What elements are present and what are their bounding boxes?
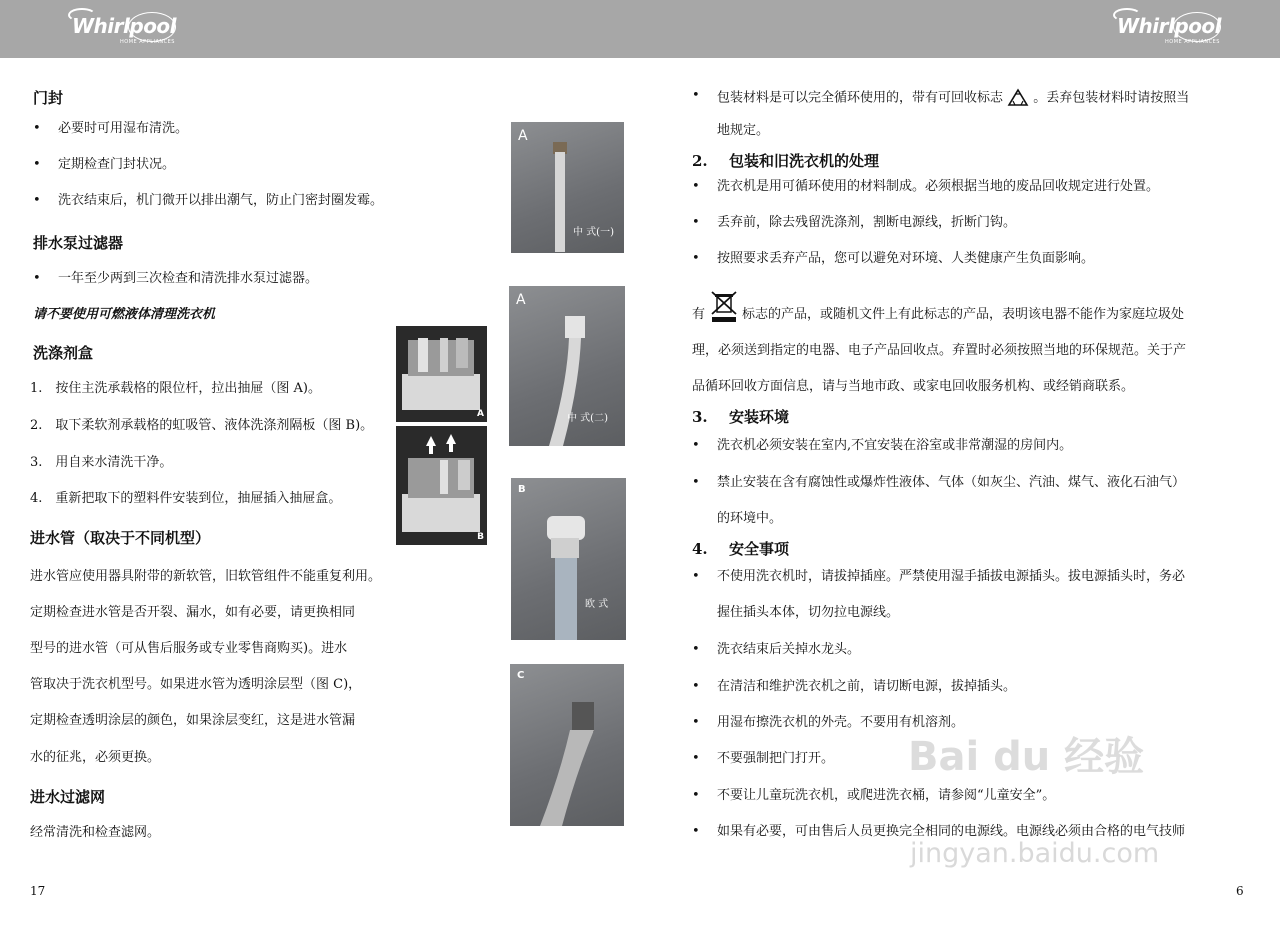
section-3-title: 安装环境: [729, 408, 790, 426]
whirlpool-logo-right: Whirlpool HOME APPLIANCES: [1117, 14, 1221, 38]
list-item: • 丢弃前，除去残留洗涤剂，割断电源线，折断门钩。: [717, 215, 1016, 231]
page-number-right: 6: [1236, 884, 1244, 898]
list-item: • 洗衣机必须安装在室内,不宜安装在浴室或非常潮湿的房间内。: [717, 438, 1072, 454]
list-item: • 洗衣结束后关掉水龙头。: [717, 642, 860, 658]
header-bar: [0, 0, 1280, 58]
section-2-title: 包装和旧洗衣机的处理: [729, 152, 880, 170]
pump-filter-title: 排水泵过滤器: [33, 234, 124, 252]
inlet-hose-title: 进水管（取决于不同机型）: [30, 529, 211, 547]
step-item: 2. 取下柔软剂承载格的虹吸管、液体洗涤剂隔板（图 B)。: [30, 418, 374, 433]
hose-photo-c: C: [510, 664, 624, 826]
list-item: • 不要强制把门打开。: [717, 751, 834, 767]
weee-line: 品循环回收方面信息，请与当地市政、或家电回收服务机构、或经销商联系。: [692, 379, 1135, 394]
weee-prefix: 有: [692, 307, 706, 322]
baidu-watermark: Bai du 经验: [908, 734, 1145, 780]
hose-photo-chinese-1: A 中 式(一): [511, 122, 624, 253]
door-seal-title: 门封: [33, 89, 64, 107]
list-item: • 洗衣结束后，机门微开以排出潮气，防止门密封圈发霉。: [58, 193, 383, 209]
step-item: 3. 用自来水清洗干净。: [30, 455, 173, 470]
list-item: • 用湿布擦洗衣机的外壳。不要用有机溶剂。: [717, 715, 964, 731]
sec4-cont: 握住插头本体，切勿拉电源线。: [717, 605, 900, 620]
section-2-number: 2.: [692, 152, 708, 170]
crossed-bin-icon: [709, 290, 739, 324]
step-item: 1. 按住主洗承载格的限位杆，拉出抽屉（图 A)。: [30, 381, 321, 396]
list-item: • 在清洁和维护洗衣机之前，请切断电源，拔掉插头。: [717, 679, 1016, 695]
list-item: • 一年至少两到三次检查和清洗排水泵过滤器。: [58, 271, 318, 287]
hose-photo-chinese-2: A 中 式(二): [509, 286, 625, 446]
warning-text: 请不要使用可燃液体清理洗衣机: [33, 307, 216, 322]
list-item: • 不使用洗衣机时，请拔掉插座。严禁使用湿手插拔电源插头。拔电源插头时，务必: [717, 569, 1185, 585]
hose-line: 型号的进水管（可从售后服务或专业零售商购买)。进水: [30, 641, 348, 656]
whirlpool-logo-left: Whirlpool HOME APPLIANCES: [72, 14, 176, 38]
detergent-title: 洗涤剂盒: [33, 344, 94, 362]
section-4-number: 4.: [692, 540, 708, 558]
page-number-left: 17: [30, 884, 46, 898]
hose-photo-european: B 欧 式: [511, 478, 626, 640]
list-item: • 如果有必要，可由售后人员更换完全相同的电源线。电源线必须由合格的电气技师: [717, 824, 1185, 840]
hose-line: 管取决于洗衣机型号。如果进水管为透明涂层型（图 C)，: [30, 677, 362, 692]
weee-line: 理，必须送到指定的电器、电子产品回收点。弃置时必须按照当地的环保规范。关于产: [692, 343, 1187, 358]
list-item: • 禁止安装在含有腐蚀性或爆炸性液体、气体（如灰尘、汽油、煤气、液化石油气）: [717, 475, 1185, 491]
hose-line: 定期检查进水管是否开裂、漏水，如有必要，请更换相同: [30, 605, 356, 620]
hose-line: 定期检查透明涂层的颜色，如果涂层变红，这是进水管漏: [30, 713, 356, 728]
section-3-number: 3.: [692, 408, 708, 426]
drawer-photo-a: A: [396, 326, 487, 422]
drawer-photo-b: B: [396, 426, 487, 545]
list-item: • 必要时可用湿布清洗。: [58, 121, 188, 137]
list-item: • 不要让儿童玩洗衣机，或爬进洗衣桶，请参阅“儿童安全”。: [717, 788, 1055, 804]
sec3-cont: 的环境中。: [717, 511, 783, 526]
recycle-icon: [1007, 88, 1029, 108]
pack-line-2: 地规定。: [717, 123, 770, 138]
inlet-filter-title: 进水过滤网: [30, 788, 106, 806]
section-4-title: 安全事项: [729, 540, 790, 558]
list-item: • 洗衣机是用可循环使用的材料制成。必须根据当地的废品回收规定进行处置。: [717, 179, 1159, 195]
weee-line: 标志的产品，或随机文件上有此标志的产品，表明该电器不能作为家庭垃圾处: [742, 307, 1185, 322]
baidu-watermark-url: jingyan.baidu.com: [910, 838, 1160, 869]
list-item: • 定期检查门封状况。: [58, 157, 175, 173]
step-item: 4. 重新把取下的塑料件安装到位，抽屉插入抽屉盒。: [30, 491, 342, 506]
list-item: • 包装材料是可以完全循环使用的，带有可回收标志 。丢弃包装材料时请按照当: [717, 88, 1189, 108]
hose-line: 进水管应使用器具附带的新软管，旧软管组件不能重复利用。: [30, 569, 382, 584]
hose-line: 水的征兆，必须更换。: [30, 750, 161, 765]
filter-text: 经常清洗和检查滤网。: [30, 825, 161, 840]
list-item: • 按照要求丢弃产品，您可以避免对环境、人类健康产生负面影响。: [717, 251, 1094, 267]
